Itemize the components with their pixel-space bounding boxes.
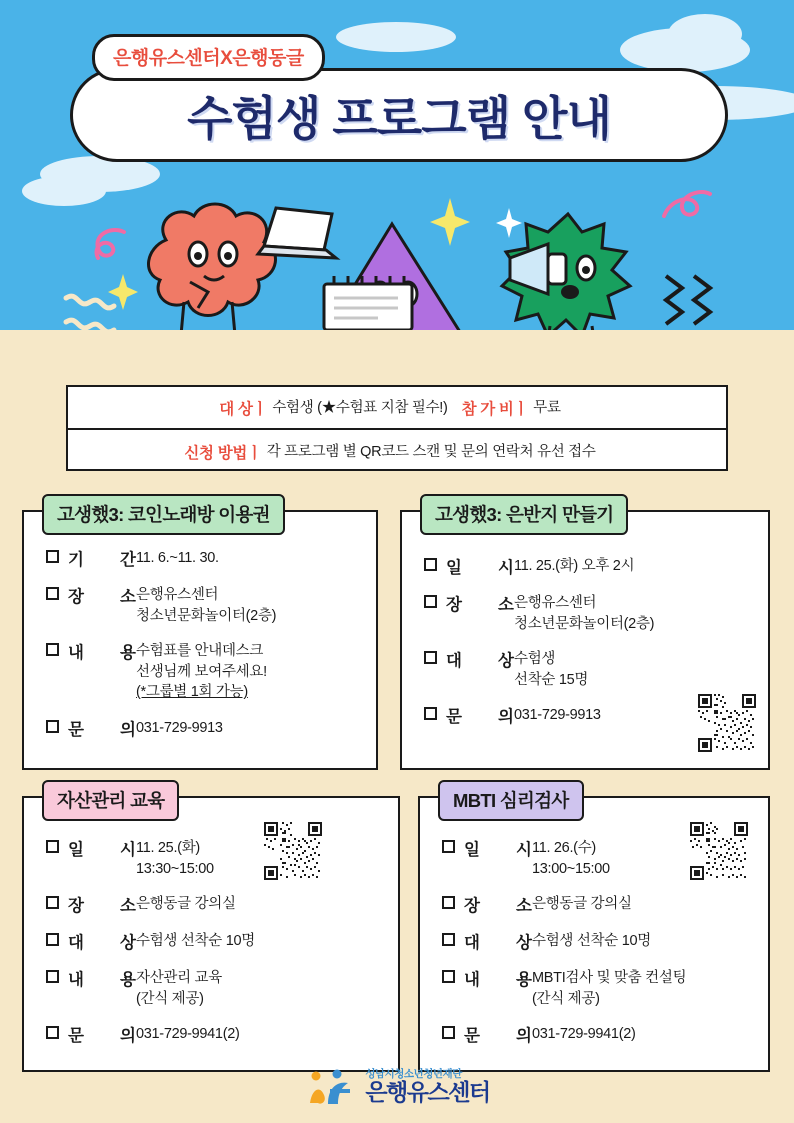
row-value: 은행동글 강의실 [136,896,236,913]
page-title-text: 수험생 프로그램 안내 [187,91,611,145]
info-row-apply [68,430,726,473]
row-key: 장 소 [446,596,514,614]
checkbox-icon [46,550,59,563]
row-value: 은행유스센터 청소년문화놀이터(2층) [136,587,277,624]
checkbox-icon [442,1026,455,1039]
row-value: 11. 26.(수) 13:00~15:00 [532,840,610,877]
card-title: 고생했3: 은반지 만들기 [420,494,628,535]
list-item [24,716,376,740]
row-key: 대 상 [446,652,514,671]
info-row-target [68,387,726,430]
page-title [70,68,728,162]
checkbox-icon [424,707,437,720]
card-rows [24,798,398,1046]
checkbox-icon [424,558,437,571]
program-card [22,790,400,1072]
footer [0,1067,794,1107]
megaphone-prop [500,240,584,302]
checkbox-icon [424,651,437,664]
target-label: 대 상ㅣ [219,400,268,418]
program-card [400,504,770,770]
program-card [418,790,770,1072]
row-key: 장 소 [68,588,136,606]
card-title: 자산관리 교육 [42,780,179,821]
apply-label: 신청 방법ㅣ [184,444,262,462]
notepad-prop [318,272,422,334]
row-value: 031-729-9941(2) [136,1026,240,1043]
card-title: MBTI 심리검사 [438,780,584,821]
checkbox-icon [442,933,455,946]
card-title: 고생했3: 코인노래방 이용권 [42,494,285,535]
checkbox-icon [46,840,59,853]
target-value: 수험생 (★수험표 지참 필수!) [272,400,448,417]
qr-code[interactable] [688,820,750,882]
row-value: 수험생 선착순 10명 [136,933,255,950]
zigzag-decoration [660,270,724,330]
row-value: 11. 25.(화) 13:30~15:00 [136,840,214,877]
checkbox-icon [46,643,59,656]
apply-value: 각 프로그램 별 QR코드 스캔 및 문의 연락처 유선 접수 [266,444,596,461]
checkbox-icon [46,1026,59,1039]
list-item [402,554,768,578]
checkbox-icon [424,595,437,608]
list-item [24,583,376,626]
row-key: 대 상 [464,934,532,953]
checkbox-icon [442,970,455,983]
row-value: 031-729-9913 [136,719,223,736]
row-value: MBTI검사 및 맞춤 컨설팅 (간식 제공) [532,970,687,1007]
row-key: 기 간 [68,551,136,569]
row-key: 장 소 [68,897,136,916]
row-key: 대 상 [68,934,136,953]
program-card [22,504,378,770]
row-value: 수험생 선착순 10명 [532,933,651,950]
row-value: 수험생 선착순 15명 [514,651,589,688]
checkbox-icon [46,720,59,733]
list-item [24,892,398,916]
fee-label: 참 가 비ㅣ [461,400,529,418]
row-value: 은행유스센터 청소년문화놀이터(2층) [514,595,655,632]
row-value: 11. 25.(화) 오후 2시 [514,558,635,574]
row-key: 일 시 [446,559,514,577]
foundation-logo-icon [304,1067,356,1107]
row-value: 은행동글 강의실 [532,896,632,913]
row-key: 일 시 [68,841,136,859]
checkbox-icon [46,587,59,600]
list-item [402,591,768,634]
checkbox-icon [442,896,455,909]
card-rows [24,512,376,740]
checkbox-icon [442,840,455,853]
row-key: 문 의 [68,1027,136,1046]
row-value: 수험표를 안내데스크 선생님께 보여주세요! (*그룹별 1회 가능) [136,643,267,701]
row-key: 내 용 [68,644,136,663]
footer-title: 은행유스센터 [365,1079,490,1106]
info-summary-box [66,385,728,471]
paper-background [0,330,794,372]
list-item [420,929,768,953]
footer-text [365,1069,489,1104]
list-item [402,647,768,690]
list-item [24,639,376,703]
list-item [24,929,398,953]
row-key: 문 의 [464,1027,532,1046]
row-key: 내 용 [464,971,532,990]
list-item [420,892,768,916]
cloud-decoration [668,14,742,54]
checkbox-icon [46,970,59,983]
list-item [420,966,768,1009]
list-item [420,1022,768,1046]
footer-subtitle: 성남시청소년청년재단 [365,1068,462,1081]
checkbox-icon [46,933,59,946]
qr-code[interactable] [696,692,758,754]
row-key: 문 의 [68,720,136,739]
row-key: 일 시 [464,841,532,859]
row-value: 031-729-9913 [514,707,601,724]
row-value: 031-729-9941(2) [532,1026,636,1043]
cloud-decoration [22,176,106,206]
list-item [24,836,398,879]
qr-code[interactable] [262,820,324,882]
row-value: 자산관리 교육 (간식 제공) [136,970,222,1007]
list-item [24,546,376,570]
row-value: 11. 6.~11. 30. [136,550,219,566]
fee-value: 무료 [533,400,561,417]
program-badge: 은행유스센터X은행동글 [92,34,325,81]
row-key: 장 소 [464,897,532,916]
cloud-decoration [336,22,456,52]
row-key: 내 용 [68,971,136,990]
list-item [24,966,398,1009]
sparkle-decoration [106,272,140,312]
row-key: 문 의 [446,708,514,727]
squiggle-decoration [660,182,716,226]
list-item [24,1022,398,1046]
checkbox-icon [46,896,59,909]
